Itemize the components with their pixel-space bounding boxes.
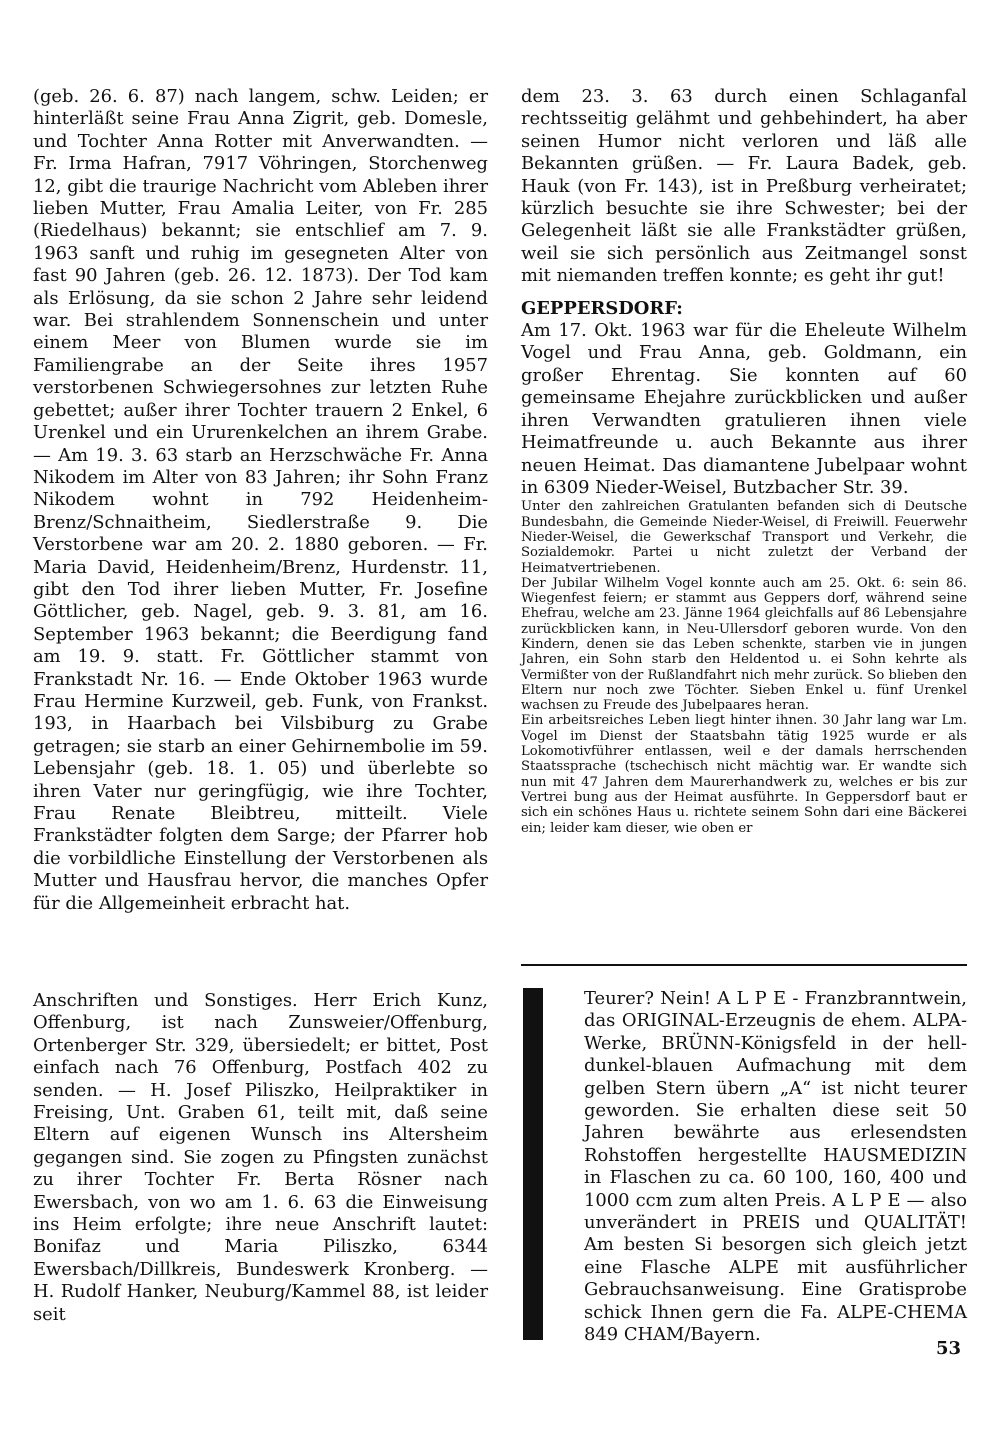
left-article-text: (geb. 26. 6. 87) nach langem, schw. Leiden; er hinterläßt seine Frau Anna Zigrit, geb. Domesle, und Tochter Anna Rotter mit Anverwandten. — Fr. Irma Hafran, 7917 Vöhringen, Storchenweg 12, gibt die traurige Nachricht vom Ableben ihrer lieben Mutter, Frau Amalia Leiter, von Fr. 285 (Riedelhaus) bekannt; sie entschlief am 7. 9. 1963 sanft und ruhig im gesegneten Alter von fast 90 Jahren (geb. 26. 12. 1873). Der Tod kam als Erlösung, da sie schon 2 Jahre sehr leidend war. Bei strahlendem Sonnenschein und unter einem Meer von Blumen wurde sie im Familiengrabe an der Seite ihres 1957 verstorbenen Schwiegersohnes zur letzten Ruhe gebettet; außer ihrer Tochter trauern 2 Enkel, 6 Urenkel und ein Ururenkelchen an ihrem Grabe. — Am 19. 3. 63 starb an Herzschwäche Fr. Anna Nikodem im Alter von 83 Jahren; ihr Sohn Franz Nikodem wohnt in 792 Heidenheim-Brenz/Schnaitheim, Siedlerstraße 9. Die Verstorbene war am 20. 2. 1880 geboren. — Fr. Maria David, Heidenheim/Brenz, Hurdenstr. 11, gibt den Tod ihrer lieben Mutter, Fr. Josefine Göttlicher, geb. Nagel, geb. 9. 3. 81, am 16. September 1963 bekannt; die Beerdigung fand am 19. 9. statt. Fr. Göttlicher stammt von Frankstadt Nr. 16. — Ende Oktober 1963 wurde Frau Hermine Kurzweil, geb. Funk, von Frankst. 193, in Haarbach bei Vilsbiburg zu Grabe getragen; sie starb an einer Gehirnembolie im 59. Lebensjahr (geb. 18. 1. 05) und überlebte so ihren Vater nur geringfügig, wie ihre Tochter, Frau Renate Bleibtreu, mitteilt. Viele Frankstädter folgten dem Sarge; der Pfarrer hob die vorbildliche Einstellung der Verstorbenen als Mutter und Hausfrau hervor, die manches Opfer für die Allgemeinheit erbracht hat. [33,86,488,914]
ad-black-bar [523,988,543,1340]
right-column [521,86,967,836]
advertisement-box [584,988,967,1347]
page-number: 53 [936,1338,962,1359]
right-article-text: dem 23. 3. 63 durch einen Schlaganfal rechtsseitig gelähmt und gehbehindert, ha aber seinen Humor nicht verloren und läß alle Bekannten grüßen. — Fr. Laura Badek, geb. Hauk (von Fr. 143), ist in Preßburg verheiratet; kürzlich besuchte sie ihre Schwester; bei der Gelegenheit läßt sie alle Frankstädter grüßen, weil sie sich persönlich aus Zeitmangel sonst mit niemanden treffen konnte; es geht ihr gut! [521,86,967,287]
small-print-paragraph: Ein arbeitsreiches Leben liegt hinter ihnen. 30 Jahr lang war Lm. Vogel im Dienst der Staatsbahn tätig 1925 wurde er als Lokomotivführer entlassen, weil e der damals herrschenden Staatssprache (tschechisch nicht mächtig war. Er wandte sich nun mit 47 Jahren dem Maurerhandwerk zu, welches er bis zur Vertrei bung aus der Heimat ausführte. In Geppersdorf baut er sich ein schönes Haus u. richtete seinem Sohn dari eine Bäckerei ein; leider kam dieser, wie oben er [521,713,967,836]
section-heading-geppersdorf: GEPPERSDORF: [521,297,683,319]
small-print-paragraph: Der Jubilar Wilhelm Vogel konnte auch am 25. Okt. 6: sein 86. Wiegenfest feiern; er stammt aus Geppers dorf, während seine Ehefrau, welche am 23. Jänne 1964 gleichfalls auf 86 Lebensjahre zurückblicken kann, in Neu-Ullersdorf geboren wurde. Von den Kindern, denen sie das Leben schenkte, starben vie in jungen Jahren, ein Sohn starb den Heldentod u. ei Sohn kehrte als Vermißter von der Rußlandfahrt nich mehr zurück. So blieben den Eltern nur noch zwe Töchter. Sieben Enkel u. fünf Urenkel wachsen zu Freude des Jubelpaares heran. [521,575,967,714]
addresses-and-misc-text: Anschriften und Sonstiges. Herr Erich Kunz, Offenburg, ist nach Zunsweier/Offenburg, Ortenberger Str. 329, übersiedelt; er bittet, Post einfach nach 76 Offenburg, Postfach 402 zu senden. — H. Josef Piliszko, Heilpraktiker in Freising, Unt. Graben 61, teilt mit, daß seine Eltern auf eigenen Wunsch ins Altersheim gegangen sind. Sie zogen zu Pfingsten zunächst zu ihrer Tochter Fr. Berta Rösner nach Ewersbach, von wo am 1. 6. 63 die Einweisung ins Heim erfolgte; ihre neue Anschrift lautet: Bonifaz und Maria Piliszko, 6344 Ewersbach/Dillkreis, Bundeswerk Kronberg. — H. Rudolf Hanker, Neuburg/Kammel 88, ist leider seit [33,990,488,1325]
advertisement-text: Teurer? Nein! A L P E - Franzbranntwein, das ORIGINAL-Erzeugnis de ehem. ALPA-Werke, BRÜNN-Königsfeld in der hell-dunkel-blauen Aufmachung mit dem gelben Stern übern „A“ ist nicht teurer geworden. Sie erhalten diese seit 50 Jahren bewährte aus erlesendsten Rohstoffen hergestellte HAUSMEDIZIN in Flaschen zu ca. 60 100, 160, 400 und 1000 ccm zum alten Preis. A L P E — also unverändert in PREIS und QUALITÄT! Am besten Si besorgen sich gleich jetzt eine Flasche ALPE mit ausführlicher Gebrauchsanweisung. Eine Gratisprobe schick Ihnen gern die Fa. ALPE-CHEMA 849 CHAM/Bayern. [584,988,967,1346]
left-column [33,86,488,1325]
small-print-paragraph: Unter den zahlreichen Gratulanten befanden sich di Deutsche Bundesbahn, die Gemeinde Nieder-Weisel, di Freiwill. Feuerwehr Nieder-Weisel, die Gewerkschaf Transport und Verkehr, die Sozialdemokr. Partei u nicht zuletzt der Verband der Heimatvertriebenen. [521,499,967,576]
section-divider-rule [521,964,967,966]
geppersdorf-text: Am 17. Okt. 1963 war für die Eheleute Wilhelm Vogel und Frau Anna, geb. Goldmann, ein großer Ehrentag. Sie konnten auf 60 gemeinsame Ehejahre zurückblicken und außer ihren Verwandten gratulieren ihnen viele Heimatfreunde u. auch Bekannte aus ihrer neuen Heimat. Das diamantene Jubelpaar wohnt in 6309 Nieder-Weisel, Butzbacher Str. 39. [521,320,967,498]
